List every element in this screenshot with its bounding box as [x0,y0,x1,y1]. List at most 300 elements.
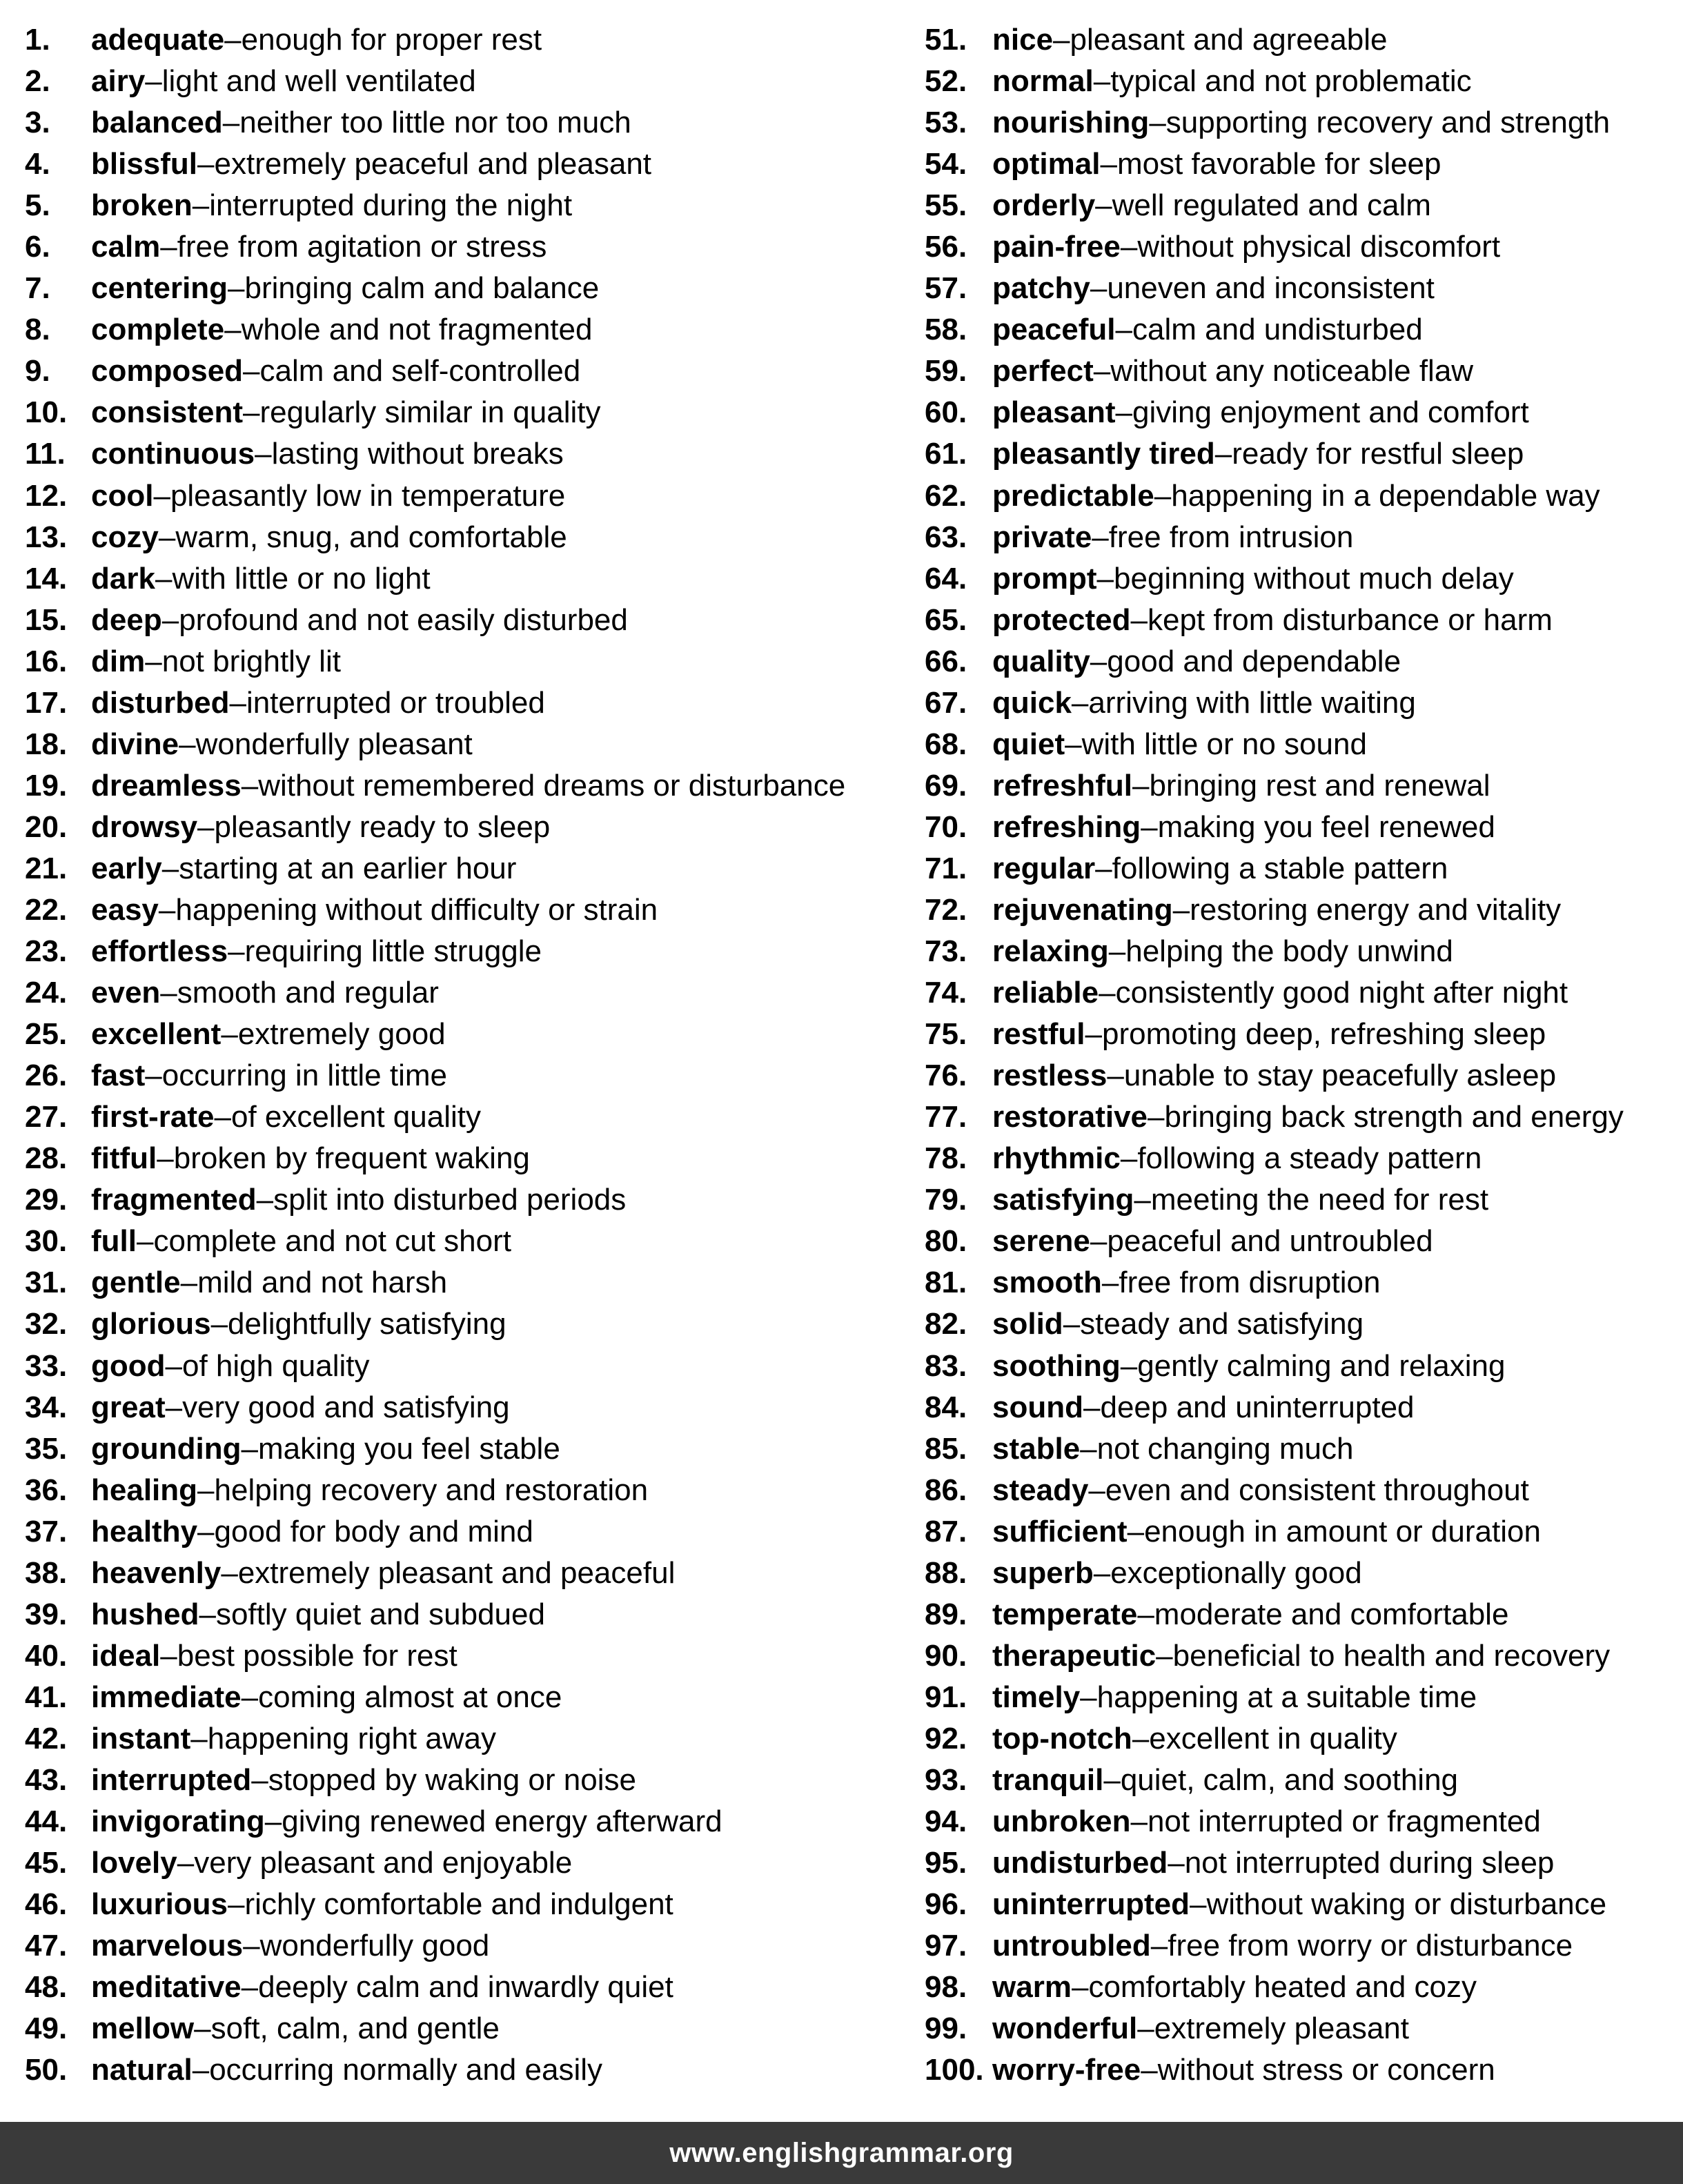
item-definition: happening in a dependable way [1171,478,1600,513]
list-item [25,102,901,144]
item-separator: – [1154,478,1172,513]
list-item [25,1677,901,1718]
item-number: 63. [925,520,967,554]
item-number: 11. [25,437,66,471]
item-word: adequate [91,23,225,57]
item-definition: interrupted during the night [209,188,573,223]
item-word: optimal [992,147,1101,181]
item-definition: stopped by waking or noise [268,1762,636,1797]
item-word: restless [992,1059,1108,1093]
item-word: fast [91,1059,146,1093]
item-separator: – [241,768,259,803]
item-definition: bringing rest and renewal [1149,768,1490,803]
item-separator: – [180,1266,198,1300]
list-item [25,309,901,351]
list-item [925,1428,1677,1470]
item-number: 69. [925,768,967,803]
item-definition: good for body and mind [214,1514,533,1548]
item-separator: – [1130,602,1148,637]
item-definition: unable to stay peacefully asleep [1123,1059,1557,1093]
item-number: 77. [925,1100,967,1134]
item-number: 71. [925,851,967,885]
list-item [25,682,901,724]
item-separator: – [256,1183,274,1217]
item-number: 12. [25,478,68,513]
list-item [25,558,901,600]
list-item [925,1262,1677,1303]
item-number: 46. [25,1887,68,1922]
item-number: 7. [25,271,50,306]
item-separator: – [160,1638,177,1673]
item-number: 58. [925,313,967,347]
item-word: healing [91,1473,198,1507]
item-word: temperate [992,1597,1138,1631]
item-word: satisfying [992,1183,1134,1217]
item-number: 9. [25,354,50,388]
item-definition: consistently good night after night [1115,976,1568,1010]
list-item [925,1221,1677,1262]
item-definition: of high quality [182,1348,370,1383]
item-separator: – [1093,64,1111,99]
item-word: consistent [91,395,244,430]
list-item [925,102,1677,144]
list-item [925,185,1677,226]
item-separator: – [1090,1224,1108,1259]
list-item [925,351,1677,392]
item-definition: occurring normally and easily [209,2053,602,2087]
item-separator: – [190,1721,208,1755]
list-item [25,641,901,682]
item-number: 61. [925,437,967,471]
list-item [25,268,901,309]
item-word: grounding [91,1431,242,1466]
item-word: warm [992,1970,1072,2005]
item-number: 35. [25,1431,68,1466]
item-separator: – [158,520,176,554]
word-list-left-column [25,19,901,2091]
item-separator: – [165,1348,182,1383]
item-word: pain-free [992,230,1121,264]
list-item [25,931,901,972]
item-separator: – [251,1762,268,1797]
item-number: 59. [925,354,967,388]
item-word: tranquil [992,1762,1104,1797]
item-number: 48. [25,1970,68,2005]
item-definition: ready for restful sleep [1232,437,1524,471]
item-definition: making you feel stable [257,1431,560,1466]
list-item [25,1179,901,1221]
item-definition: following a stable pattern [1112,851,1448,885]
item-separator: – [1132,1721,1150,1755]
item-word: patchy [992,271,1090,306]
item-number: 99. [925,2011,967,2046]
item-word: glorious [91,1307,211,1341]
list-item [925,682,1677,724]
item-word: pleasantly tired [992,437,1215,471]
item-word: dreamless [91,768,242,803]
list-item [925,765,1677,807]
item-separator: – [192,2053,210,2087]
item-number: 13. [25,520,68,554]
item-separator: – [161,602,179,637]
item-definition: happening right away [207,1721,497,1755]
item-number: 92. [925,1721,967,1755]
list-item [25,1718,901,1760]
item-separator: – [136,1224,154,1259]
item-number: 14. [25,561,68,596]
item-separator: – [1115,313,1132,347]
list-item [25,1014,901,1055]
item-number: 2. [25,64,50,99]
item-number: 15. [25,602,68,637]
item-separator: – [1214,437,1232,471]
item-number: 62. [925,478,967,513]
list-item [925,1884,1677,1925]
list-item [25,765,901,807]
item-definition: meeting the need for rest [1150,1183,1489,1217]
list-item [925,226,1677,268]
item-definition: free from worry or disturbance [1168,1929,1573,1963]
item-definition: excellent in quality [1149,1721,1397,1755]
list-item [925,517,1677,558]
item-word: sufficient [992,1514,1128,1548]
item-separator: – [1090,271,1108,306]
item-definition: extremely pleasant [1154,2011,1409,2046]
item-separator: – [197,1514,215,1548]
list-item [925,1511,1677,1553]
item-number: 88. [925,1555,967,1590]
item-number: 20. [25,809,68,844]
item-number: 31. [25,1266,68,1300]
item-separator: – [1189,1887,1207,1922]
item-word: smooth [992,1266,1102,1300]
item-separator: – [157,1141,174,1176]
list-item [25,1428,901,1470]
item-separator: – [1148,1100,1165,1134]
item-definition: deeply calm and inwardly quiet [258,1970,673,2005]
item-number: 90. [925,1638,967,1673]
item-definition: not changing much [1096,1431,1354,1466]
item-word: full [91,1224,137,1259]
item-number: 42. [25,1721,68,1755]
item-separator: – [1053,23,1070,57]
item-definition: free from intrusion [1108,520,1354,554]
list-item [925,848,1677,889]
item-word: unbroken [992,1804,1131,1839]
list-item [925,1346,1677,1387]
item-separator: – [145,1059,162,1093]
item-word: first-rate [91,1100,215,1134]
item-word: instant [91,1721,191,1755]
item-separator: – [1150,1929,1168,1963]
item-number: 1. [25,23,50,57]
list-item [925,1594,1677,1635]
item-definition: regularly similar in quality [259,395,601,430]
item-separator: – [1071,1970,1089,2005]
item-separator: – [1095,851,1112,885]
list-item [25,1884,901,1925]
list-item [925,61,1677,102]
item-number: 73. [925,934,967,969]
item-separator: – [145,644,162,678]
item-separator: – [179,727,196,761]
item-separator: – [1096,561,1114,596]
item-separator: – [1065,727,1082,761]
item-separator: – [1120,1348,1138,1383]
item-number: 100. [925,2053,984,2087]
item-word: reliable [992,976,1099,1010]
item-word: good [91,1348,166,1383]
item-separator: – [1134,1183,1151,1217]
list-item [925,309,1677,351]
item-word: protected [992,602,1131,637]
item-word: worry-free [992,2053,1141,2087]
item-separator: – [1085,1017,1102,1052]
item-number: 52. [925,64,967,99]
item-number: 98. [925,1970,967,2005]
list-item [925,2049,1677,2091]
item-word: dim [91,644,146,678]
list-item [925,1014,1677,1055]
item-definition: beginning without much delay [1114,561,1514,596]
item-word: calm [91,230,161,264]
list-item [925,1967,1677,2008]
item-number: 66. [925,644,967,678]
list-item [25,1138,901,1179]
item-number: 89. [925,1597,967,1631]
item-separator: – [1127,1514,1145,1548]
item-definition: warm, snug, and comfortable [175,520,567,554]
list-item [925,1553,1677,1594]
item-number: 39. [25,1597,68,1631]
item-definition: whole and not fragmented [241,313,593,347]
item-definition: extremely peaceful and pleasant [214,147,652,181]
item-separator: – [1120,1141,1138,1176]
list-item [25,1303,901,1345]
item-definition: calm and self-controlled [259,354,581,388]
item-word: sound [992,1390,1083,1424]
item-word: timely [992,1680,1081,1714]
item-word: top-notch [992,1721,1132,1755]
item-separator: – [1099,976,1116,1010]
list-item [925,392,1677,433]
item-definition: steady and satisfying [1080,1307,1364,1341]
item-word: steady [992,1473,1089,1507]
item-word: balanced [91,106,223,140]
item-separator: – [160,976,177,1010]
list-item [25,1801,901,1842]
item-separator: – [243,1929,260,1963]
item-number: 6. [25,230,50,264]
item-separator: – [243,395,260,430]
item-number: 5. [25,188,50,223]
item-number: 79. [925,1183,967,1217]
item-number: 80. [925,1224,967,1259]
item-number: 24. [25,976,68,1010]
list-item [925,1138,1677,1179]
item-number: 25. [25,1017,68,1052]
list-item [25,517,901,558]
item-separator: – [228,1887,245,1922]
item-number: 17. [25,685,68,720]
item-number: 47. [25,1929,68,1963]
item-separator: – [1141,2053,1158,2087]
item-number: 70. [925,809,967,844]
item-word: luxurious [91,1887,228,1922]
item-word: lovely [91,1846,177,1880]
item-definition: arriving with little waiting [1088,685,1416,720]
list-item [25,144,901,185]
item-word: immediate [91,1680,242,1714]
item-separator: – [197,809,215,844]
list-item [25,2049,901,2091]
item-definition: happening at a suitable time [1096,1680,1477,1714]
item-word: disturbed [91,685,230,720]
item-number: 32. [25,1307,68,1341]
list-item [25,61,901,102]
item-number: 64. [925,561,967,596]
item-definition: extremely pleasant and peaceful [237,1555,676,1590]
list-item [925,144,1677,185]
item-definition: happening without difficulty or strain [175,892,658,927]
item-word: early [91,851,162,885]
list-item [925,972,1677,1014]
list-item [25,1221,901,1262]
item-definition: moderate and comfortable [1154,1597,1509,1631]
item-separator: – [1132,768,1150,803]
item-word: even [91,976,161,1010]
item-separator: – [1090,644,1108,678]
item-definition: pleasantly ready to sleep [214,809,551,844]
item-separator: – [197,147,215,181]
item-number: 93. [925,1762,967,1797]
item-separator: – [199,1597,216,1631]
item-definition: wonderfully good [259,1929,490,1963]
item-separator: – [1100,147,1117,181]
item-definition: broken by frequent waking [173,1141,530,1176]
item-number: 45. [25,1846,68,1880]
item-word: quiet [992,727,1065,761]
list-item [25,1635,901,1677]
item-separator: – [1093,1555,1111,1590]
item-definition: profound and not easily disturbed [179,602,628,637]
item-separator: – [1088,1473,1105,1507]
list-item [925,19,1677,61]
item-word: composed [91,354,244,388]
item-separator: – [221,1017,238,1052]
item-number: 10. [25,395,68,430]
item-separator: – [155,561,173,596]
item-word: drowsy [91,809,198,844]
item-word: marvelous [91,1929,244,1963]
item-word: great [91,1390,166,1424]
list-item [925,600,1677,641]
item-number: 68. [925,727,967,761]
item-separator: – [224,313,242,347]
item-definition: making you feel renewed [1157,809,1495,844]
item-number: 81. [925,1266,967,1300]
list-item [925,1096,1677,1138]
item-word: cozy [91,520,159,554]
item-word: invigorating [91,1804,265,1839]
item-definition: even and consistent throughout [1105,1473,1529,1507]
item-definition: wonderfully pleasant [195,727,473,761]
item-number: 87. [925,1514,967,1548]
item-separator: – [194,2011,211,2046]
item-word: restorative [992,1100,1148,1134]
list-item [925,1842,1677,1884]
item-number: 54. [925,147,967,181]
item-separator: – [241,1431,258,1466]
item-word: prompt [992,561,1097,596]
item-separator: – [165,1390,183,1424]
item-word: soothing [992,1348,1121,1383]
item-separator: – [160,230,177,264]
item-definition: giving enjoyment and comfort [1132,395,1529,430]
list-item [925,1677,1677,1718]
item-definition: very good and satisfying [182,1390,510,1424]
list-item [925,641,1677,682]
list-item [25,848,901,889]
item-number: 95. [925,1846,967,1880]
item-number: 97. [925,1929,967,1963]
item-word: predictable [992,478,1154,513]
list-item [925,889,1677,931]
item-number: 38. [25,1555,68,1590]
word-list-right-column [925,19,1677,2091]
item-number: 51. [925,23,967,57]
item-word: restful [992,1017,1085,1052]
item-separator: – [243,354,260,388]
item-word: quality [992,644,1090,678]
item-definition: well regulated and calm [1112,188,1431,223]
item-word: meditative [91,1970,242,2005]
item-definition: lasting without breaks [271,437,564,471]
item-separator: – [255,437,272,471]
item-separator: – [1172,892,1190,927]
item-word: interrupted [91,1762,252,1797]
list-item [925,1635,1677,1677]
list-item [925,558,1677,600]
item-number: 18. [25,727,68,761]
item-separator: – [1107,1059,1124,1093]
list-item [25,1096,901,1138]
item-number: 26. [25,1059,68,1093]
item-number: 60. [925,395,967,430]
item-separator: – [1080,1431,1097,1466]
item-definition: enough for proper rest [241,23,542,57]
item-separator: – [221,1555,238,1590]
list-item [25,1594,901,1635]
item-word: airy [91,64,146,99]
item-word: broken [91,188,193,223]
item-definition: smooth and regular [177,976,439,1010]
item-definition: mild and not harsh [197,1266,448,1300]
list-item [925,1760,1677,1801]
item-number: 41. [25,1680,68,1714]
item-word: untroubled [992,1929,1151,1963]
list-item [925,931,1677,972]
item-number: 67. [925,685,967,720]
item-definition: peaceful and untroubled [1107,1224,1433,1259]
item-number: 94. [925,1804,967,1839]
item-definition: not interrupted during sleep [1184,1846,1555,1880]
item-number: 84. [925,1390,967,1424]
item-word: relaxing [992,934,1109,969]
item-definition: pleasant and agreeable [1070,23,1388,57]
item-definition: following a steady pattern [1137,1141,1482,1176]
item-separator: – [1095,188,1112,223]
